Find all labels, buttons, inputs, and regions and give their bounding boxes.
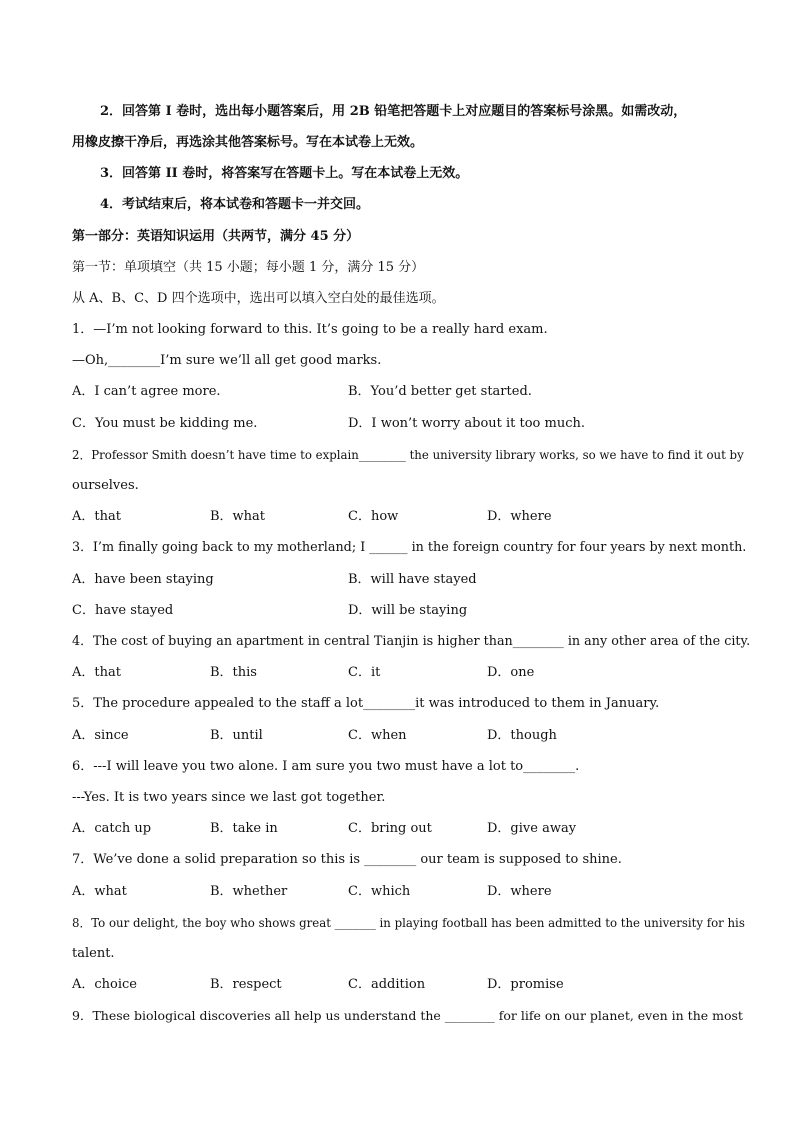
question-6-stem: 6．---I will leave you two alone. I am sure you two must have a lot to________. — [72, 759, 580, 774]
instruction-3: 3．回答第 II 卷时，将答案写在答题卡上。写在本试卷上无效。 — [100, 166, 469, 181]
q7-option-c: C．which — [348, 884, 411, 899]
q2-option-a: A．that — [72, 509, 121, 524]
q8-option-a: A．choice — [72, 977, 138, 992]
question-1-stem: 1．—I’m not looking forward to this. It’s going to be a really hard exam. — [72, 322, 548, 337]
question-8-stem: 8．To our delight, the boy who shows great _______ in playing football has been admitted to the university for his — [72, 916, 745, 930]
q1-option-a: A．I can’t agree more. — [72, 384, 221, 399]
q1-option-d: D．I won’t worry about it too much. — [348, 416, 586, 431]
question-5-stem: 5．The procedure appealed to the staff a lot________it was introduced to them in January. — [72, 696, 660, 711]
directions: 从 A、B、C、D 四个选项中，选出可以填入空白处的最佳选项。 — [72, 291, 445, 306]
question-4-stem: 4．The cost of buying an apartment in central Tianjin is higher than________ in any other area of the city. — [72, 634, 751, 649]
q3-option-b: B．will have stayed — [348, 572, 477, 587]
instruction-4: 4．考试结束后，将本试卷和答题卡一并交回。 — [100, 197, 370, 212]
q3-option-c: C．have stayed — [72, 603, 174, 618]
q3-option-d: D．will be staying — [348, 603, 468, 618]
q6-option-d: D．give away — [487, 821, 577, 836]
instruction-2: 2．回答第 I 卷时，选出每小题答案后，用 2B 铅笔把答题卡上对应题目的答案标号涂黑。如需改动， — [100, 104, 687, 119]
q6-option-b: B．take in — [210, 821, 278, 836]
q4-option-a: A．that — [72, 665, 121, 680]
q2-option-b: B．what — [210, 509, 266, 524]
q2-option-d: D．where — [487, 509, 552, 524]
q8-option-c: C．addition — [348, 977, 426, 992]
question-7-stem: 7．We’ve done a solid preparation so this is ________ our team is supposed to shine. — [72, 852, 622, 867]
question-9-stem: 9．These biological discoveries all help us understand the ________ for life on our planet, even in the most — [72, 1008, 743, 1023]
part1-title: 第一部分：英语知识运用（共两节，满分 45 分） — [72, 229, 360, 244]
q1-option-b: B．You’d better get started. — [348, 384, 532, 399]
q2-option-c: C．how — [348, 509, 399, 524]
question-8-stem-cont: talent. — [72, 946, 115, 961]
q3-option-a: A．have been staying — [72, 572, 214, 587]
q5-option-d: D．though — [487, 728, 557, 743]
q7-option-b: B．whether — [210, 884, 288, 899]
q5-option-b: B．until — [210, 728, 263, 743]
q6-option-a: A．catch up — [72, 821, 152, 836]
section1-title: 第一节：单项填空（共 15 小题；每小题 1 分，满分 15 分） — [72, 260, 425, 275]
q8-option-d: D．promise — [487, 977, 564, 992]
q5-option-c: C．when — [348, 728, 407, 743]
q4-option-d: D．one — [487, 665, 535, 680]
question-2-stem: 2．Professor Smith doesn’t have time to explain________ the university library works, so we have to find it out by — [72, 448, 744, 462]
q5-option-a: A．since — [72, 728, 129, 743]
question-1-stem-cont: —Oh,________I’m sure we’ll all get good marks. — [72, 353, 382, 368]
q4-option-b: B．this — [210, 665, 257, 680]
q4-option-c: C．it — [348, 665, 381, 680]
question-3-stem: 3．I’m finally going back to my motherland; I ______ in the foreign country for four years by next month. — [72, 540, 747, 555]
q7-option-a: A．what — [72, 884, 127, 899]
q1-option-c: C．You must be kidding me. — [72, 416, 258, 431]
q8-option-b: B．respect — [210, 977, 282, 992]
question-6-stem-cont: ---Yes. It is two years since we last got together. — [72, 790, 386, 805]
q7-option-d: D．where — [487, 884, 552, 899]
question-2-stem-cont: ourselves. — [72, 478, 139, 493]
q6-option-c: C．bring out — [348, 821, 432, 836]
instruction-2-cont: 用橡皮擦干净后，再选涂其他答案标号。写在本试卷上无效。 — [72, 135, 424, 150]
